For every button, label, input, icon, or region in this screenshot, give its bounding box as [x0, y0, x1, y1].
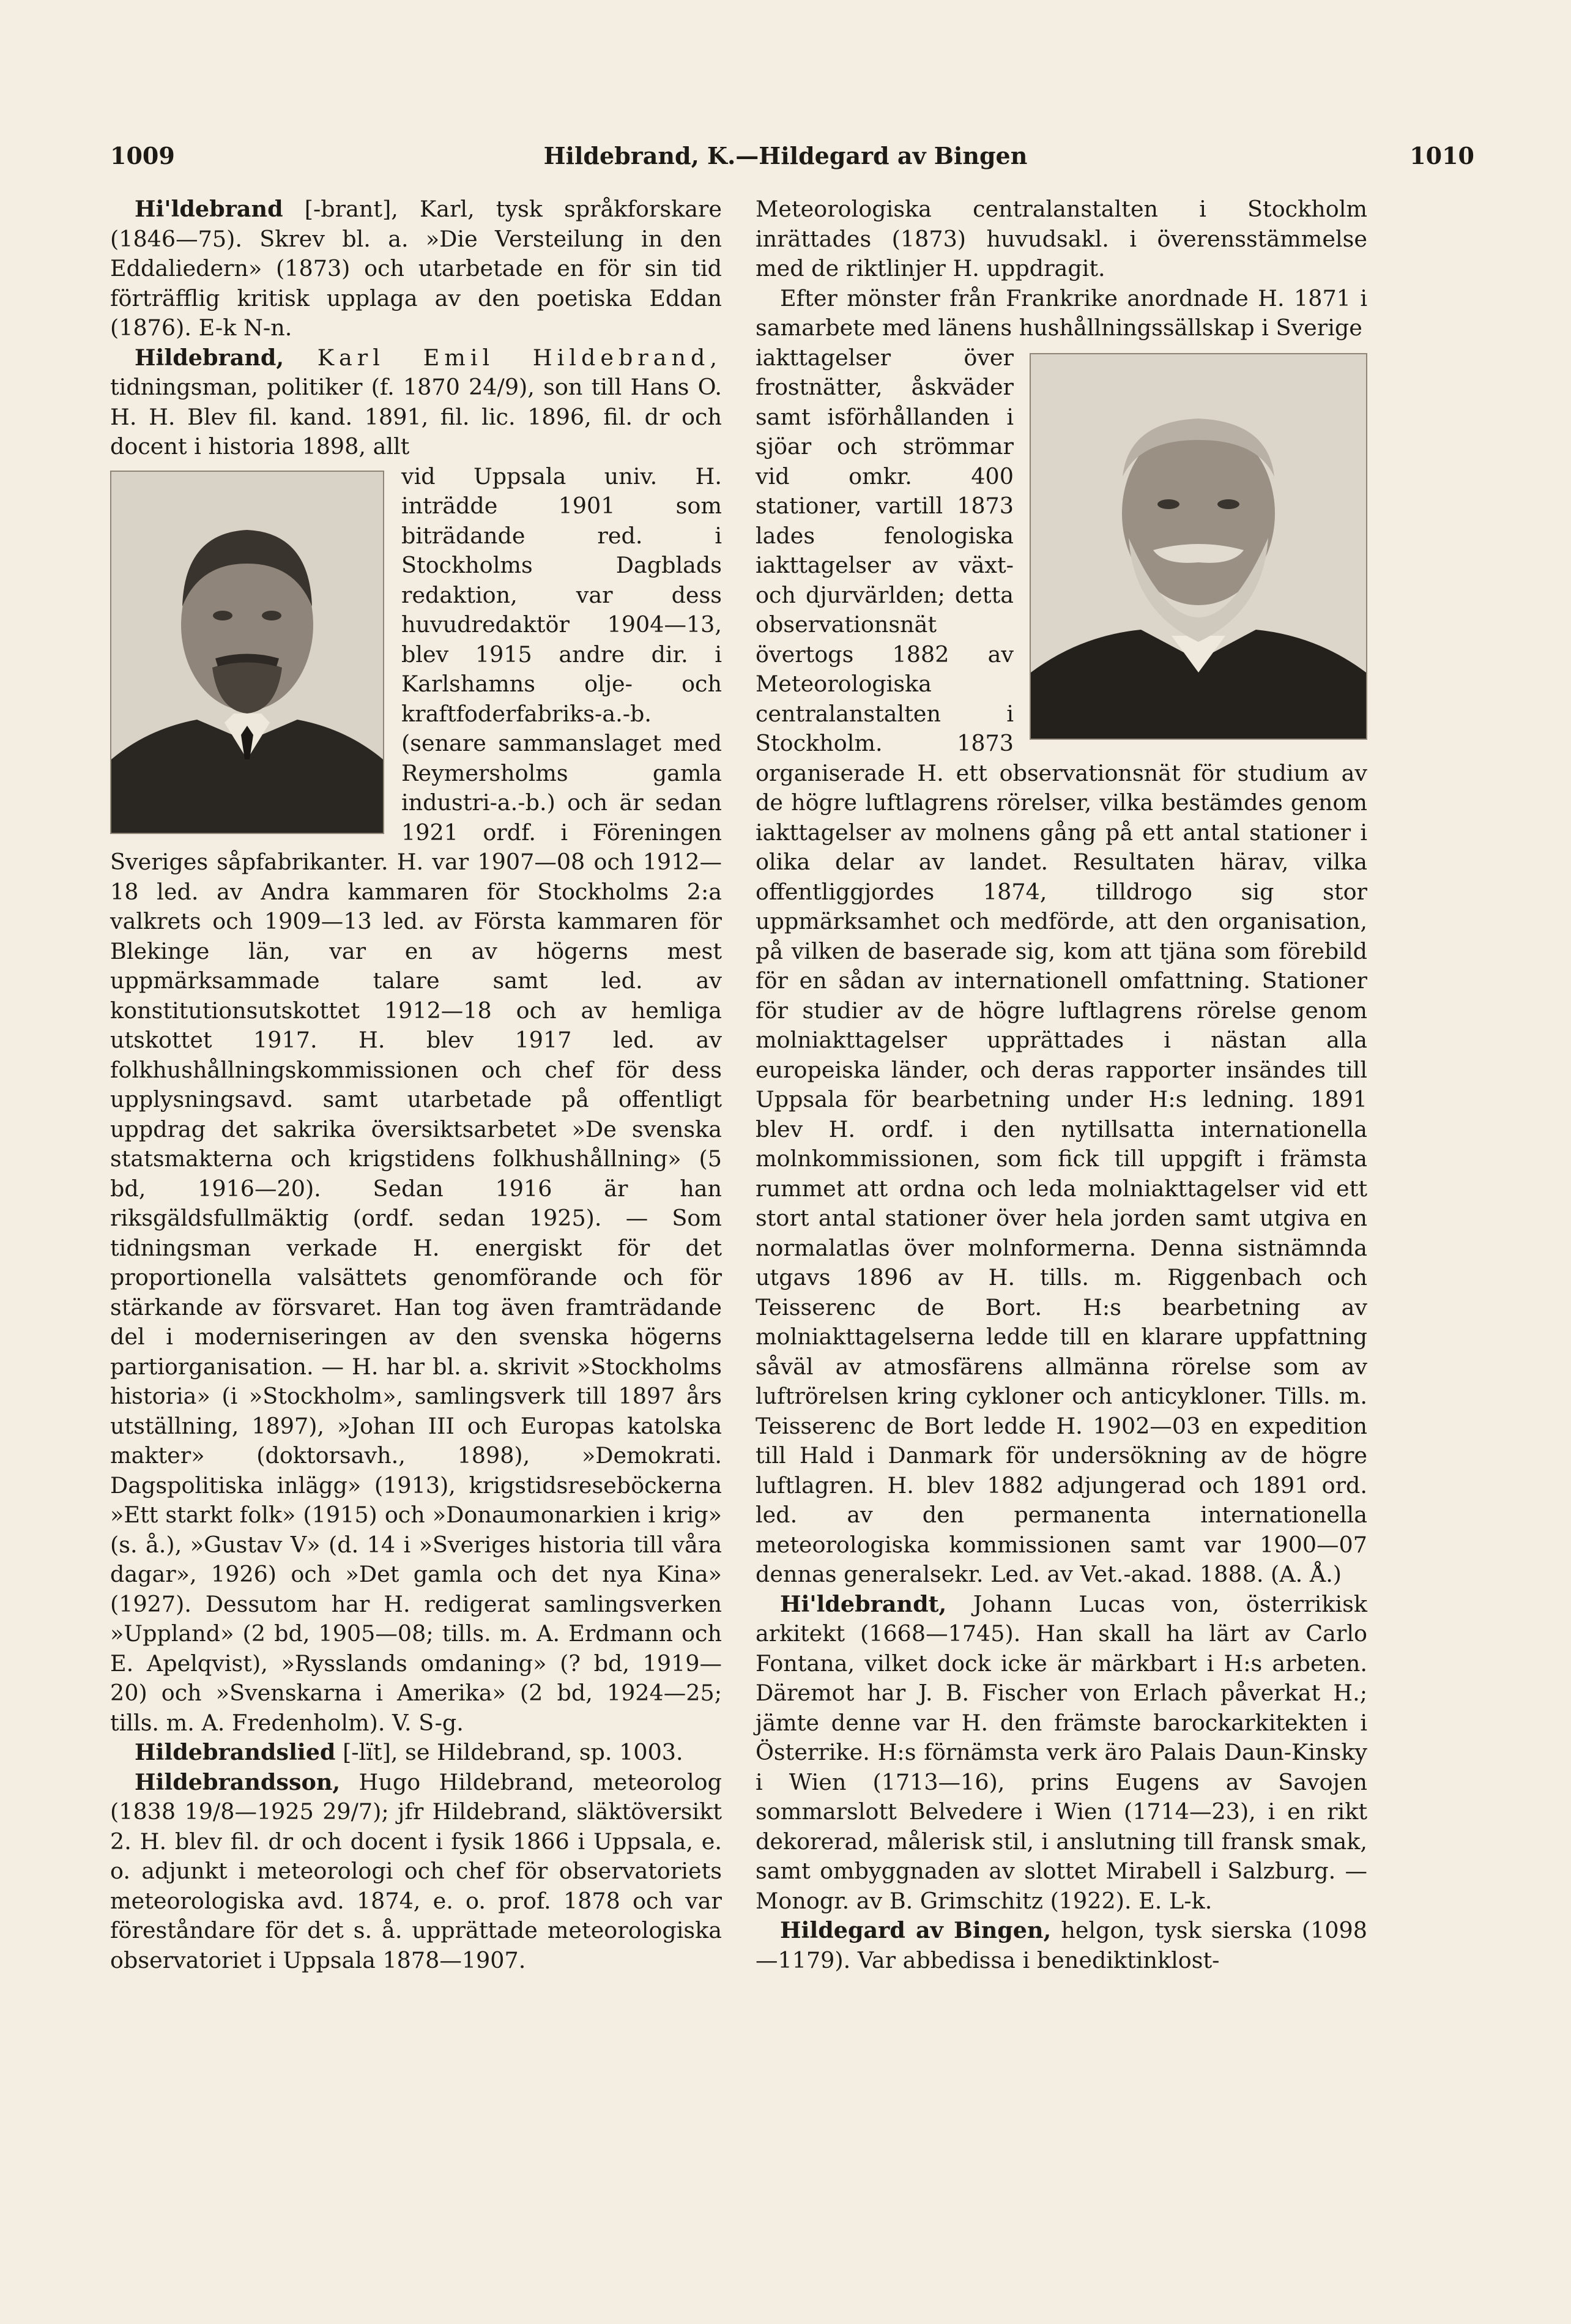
entry-intro: tidningsman, politiker (f. 1870 24/9), son till Hans O. H. H. Blev fil. kand. 1891, fil. lic. 1896, fil. dr och docent i historia 1898, allt — [110, 374, 722, 460]
entry-headword: Hildebrandsson, — [135, 1768, 341, 1795]
right-column — [756, 195, 1367, 1975]
entry-headword: Hi'ldebrandt, — [780, 1590, 947, 1617]
entry-headword: Hildebrand, — [135, 344, 284, 371]
entry-hildebrandsson — [110, 1768, 722, 1976]
entry-text: Efter mönster från Frankrike anordnade H. 1871 i samarbete med länens hushållningssällskap i Sverige — [756, 285, 1367, 341]
entry-text: [-brant], Karl, tysk språkforskare (1846—75). Skrev bl. a. »Die Versteilung in den Eddaliedern» (1873) och utarbetade en för sin tid förträfflig kritisk upplaga av den poetiska Eddan (1876). E-k N-n. — [110, 196, 722, 341]
entry-text: helgon, tysk sierska (1098—1179). Var abbedissa i benediktinklost- — [756, 1917, 1368, 1973]
portrait-karl-emil-hildebrand — [110, 471, 384, 834]
entry-hildebrandt — [756, 1590, 1367, 1916]
entry-headword: Hildegard av Bingen, — [780, 1917, 1052, 1943]
entry-hildegard-av-bingen — [756, 1916, 1367, 1975]
entry-text: iakttagelser över frostnätter, åskväder samt isförhållanden i sjöar och strömmar vid omkr. 400 stationer, vartill 1873 lades fenologiska iakttagelser av växt- och djurvärlden; detta observationsnät övertogs 1882 av Meteorologiska centralanstalten i Stockholm. 1873 organiserade H. ett observationsnät för studium av de högre luftlagrens rörelser, vilka bestämdes genom iakttagelser av molnens gång på ett antal stationer i olika delar av landet. Resultaten härav, vilka offentliggjordes 1874, tilldrogo sig stor uppmärksamhet och medförde, att den organisation, på vilken de baserade sig, kom att tjäna som förebild för en sådan av internationell omfattning. Stationer för studier av de högre luftlagrens rörelse genom molniakttagelser upprättades i nästan alla europeiska länder, och deras rapporter insändes till Uppsala för bearbetning under H:s ledning. 1891 blev H. ordf. i den nytillsatta internationella molnkommissionen, som fick till uppgift i främsta rummet att ordna och leda molniakttagelser vid ett stort antal stationer över hela jorden samt utgiva en normalatlas över molnformerna. Denna sistnämnda utgavs 1896 av H. tills. m. Riggenbach och Teisserenc de Bort. H:s bearbetning av molniakttagelserna ledde till en klarare uppfattning såväl av atmosfärens allmänna rörelse som av luftrörelsen kring cykloner och anticykloner. Tills. m. Teisserenc de Bort ledde H. 1902—03 en expedition till Hald i Danmark för undersökning av de högre luftlagren. H. blev 1882 adjungerad och 1891 ord. led. av den permanenta internationella meteorologiska kommissionen samt var 1900—07 dennas generalsekr. Led. av Vet.-akad. 1888. (A. Å.) — [756, 344, 1367, 1587]
entry-paragraph — [756, 284, 1367, 343]
page-number-right: 1010 — [1409, 142, 1474, 169]
entry-karl-emil-hildebrand — [110, 343, 722, 462]
entry-text: Johann Lucas von, österrikisk arkitekt (1668—1745). Han skall ha lärt av Carlo Fontana, vilket dock icke är märkbart i H:s arbeten. Däremot har J. B. Fischer von Erlach påverkat H.; jämte denne var H. den främste barockarkitekten i Österrike. H:s förnämsta verk äro Palais Daun-Kinsky i Wien (1713—16), prins Eugens av Savojen sommarslott Belvedere i Wien (1714—23), i en rikt dekorerad, målerisk stil, i anslutning till fransk smak, samt ombyggnaden av slottet Mirabell i Salzburg. — Monogr. av B. Grimschitz (1922). E. L-k. — [756, 1590, 1367, 1914]
entry-hildebrandslied — [110, 1738, 722, 1768]
entry-text: [-lït], se Hildebrand, sp. 1003. — [343, 1739, 683, 1765]
entry-karl-hildebrand — [110, 195, 722, 343]
entry-fullname: Karl Emil Hildebrand, — [317, 344, 722, 371]
portrait-hugo-hildebrandsson — [1030, 353, 1367, 740]
entry-text: Hugo Hildebrand, meteorolog (1838 19/8—1925 29/7); jfr Hildebrand, släktöversikt 2. H. blev fil. dr och docent i fysik 1866 i Uppsala, e. o. adjunkt i meteorologi och chef för observatoriets meteorologiska avd. 1874, e. o. prof. 1878 och var föreståndare för det s. å. upprättade meteorologiska observatoriet i Uppsala 1878—1907. — [110, 1768, 722, 1973]
running-title: Hildebrand, K.—Hildegard av Bingen — [543, 142, 1028, 169]
entry-headword: Hi'ldebrand — [135, 196, 283, 222]
page-number-left: 1009 — [110, 142, 175, 169]
portrait-image — [111, 472, 383, 833]
entry-headword: Hildebrandslied — [135, 1739, 336, 1765]
entry-text: Meteorologiska centralanstalten i Stockholm inrättades (1873) huvudsakl. i överensstämmelse med de riktlinjer H. uppdragit. — [756, 196, 1367, 281]
left-column — [110, 195, 722, 1975]
entry-continued — [756, 195, 1367, 284]
portrait-image — [1031, 354, 1366, 739]
entry-text: vid Uppsala univ. H. inträdde 1901 som biträdande red. i Stockholms Dagblads redaktion, var dess huvudredaktör 1904—13, blev 1915 andre dir. i Karlshamns olje- och kraftfoderfabriks-a.-b. (senare sammanslaget med Reymersholms gamla industri-a.-b.) och är sedan 1921 ordf. i Föreningen Sveriges såpfabrikanter. H. var 1907—08 och 1912—18 led. av Andra kammaren för Stockholms 2:a valkrets och 1909—13 led. av Första kammaren för Blekinge län, var en av högerns mest uppmärksammade talare samt led. av konstitutionsutskottet 1912—18 och av hemliga utskottet 1917. H. blev 1917 led. av folkhushållningskommissionen och chef för dess upplysningsavd. samt utarbetade på offentligt uppdrag det sakrika översiktsarbetet »De svenska statsmakterna och krigstidens folkhushållning» (5 bd, 1916—20). Sedan 1916 är han riksgäldsfullmäktig (ordf. sedan 1925). — Som tidningsman verkade H. energiskt för det proportionella valsättets genomförande och för stärkande av försvaret. Han tog även framträdande del i moderniseringen av den svenska högerns partiorganisation. — H. har bl. a. skrivit »Stockholms historia» (i »Stockholm», samlingsverk till 1897 års utställning, 1897), »Johan III och Europas katolska makter» (doktorsavh., 1898), »Demokrati. Dagspolitiska inlägg» (1913), krigstidsreseböckerna »Ett starkt folk» (1915) och »Donaumonarkien i krig» (s. å.), »Gustav V» (d. 14 i »Sveriges historia till våra dagar», 1926) och »Det gamla och det nya Kina» (1927). Dessutom har H. redigerat samlingsverken »Uppland» (2 bd, 1905—08; tills. m. A. Erdmann och E. Apelqvist), »Rysslands omdaning» (? bd, 1919—20) och »Svenskarna i Amerika» (2 bd, 1924—25; tills. m. A. Fredenholm). V. S-g. — [110, 463, 722, 1736]
